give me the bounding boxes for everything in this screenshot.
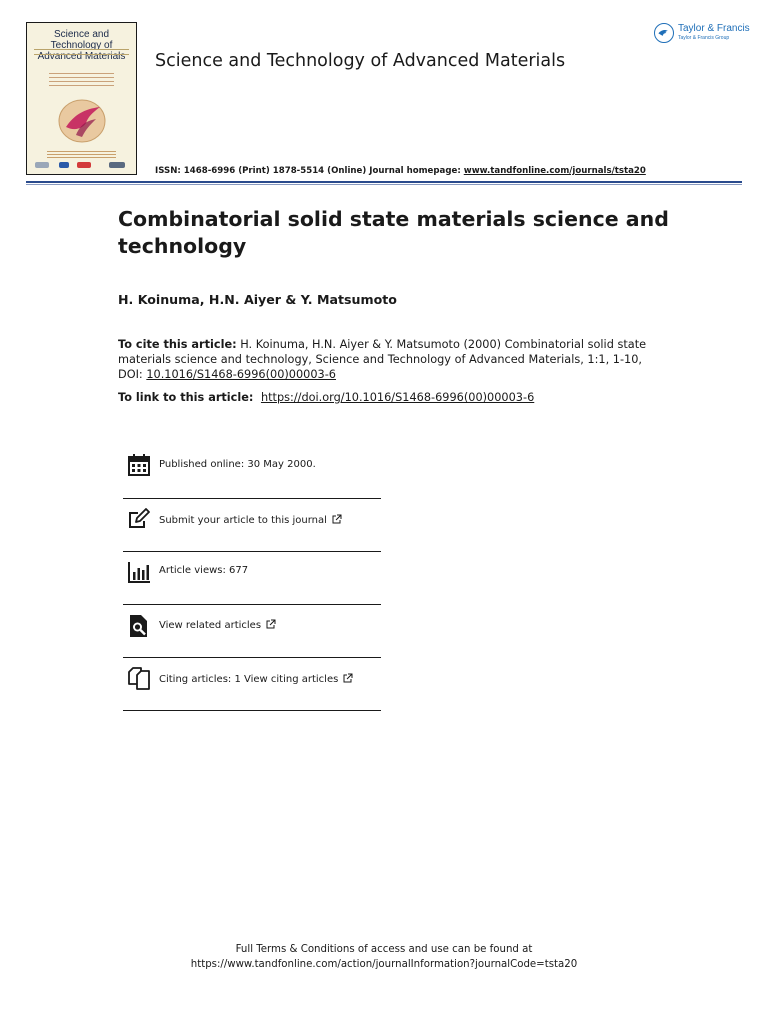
views-text: Article views: 677 bbox=[159, 565, 249, 576]
copy-documents-icon bbox=[127, 666, 151, 690]
citing-text[interactable] bbox=[159, 673, 353, 685]
external-link-icon bbox=[343, 673, 353, 683]
submit-text[interactable] bbox=[159, 514, 342, 526]
article-doi-link[interactable]: https://doi.org/10.1016/S1468-6996(00)00003-6 bbox=[260, 391, 535, 404]
related-text[interactable] bbox=[159, 619, 276, 631]
header-rule bbox=[26, 181, 742, 183]
publisher-logo[interactable] bbox=[654, 21, 750, 47]
cite-text: H. Koinuma, H.N. Aiyer & Y. Matsumoto (2000) Combinatorial solid state materials science and technology, Science and Technology of Advanced Materials, 1:1, 1-10, DOI: bbox=[118, 338, 647, 381]
footer-line-1: Full Terms & Conditions of access and use can be found at bbox=[235, 944, 533, 955]
bar-chart-icon bbox=[127, 560, 151, 584]
cover-text-lines bbox=[49, 73, 114, 89]
issn-line bbox=[155, 166, 646, 176]
cover-text-lines-lower bbox=[47, 151, 116, 160]
related-label: View related articles bbox=[159, 620, 262, 631]
info-related[interactable] bbox=[123, 605, 381, 658]
citing-label: Citing articles: 1 View citing articles bbox=[159, 674, 339, 685]
cover-artwork bbox=[56, 95, 108, 147]
header-rule-thin bbox=[26, 184, 742, 185]
article-authors: H. Koinuma, H.N. Aiyer & Y. Matsumoto bbox=[118, 292, 397, 307]
journal-cover-thumbnail bbox=[26, 22, 137, 175]
link-label: To link to this article: bbox=[118, 391, 258, 404]
external-link-icon bbox=[332, 514, 342, 524]
issn-text: ISSN: 1468-6996 (Print) 1878-5514 (Online) Journal homepage: bbox=[155, 166, 464, 176]
edit-icon bbox=[127, 507, 151, 531]
search-document-icon bbox=[127, 614, 151, 638]
cover-publisher-logos bbox=[33, 162, 130, 170]
submit-label: Submit your article to this journal bbox=[159, 515, 327, 526]
citation-block bbox=[118, 337, 648, 382]
info-submit[interactable] bbox=[123, 499, 381, 552]
article-info-list bbox=[123, 446, 381, 711]
info-views bbox=[123, 552, 381, 605]
publisher-group: Taylor & Francis Group bbox=[678, 35, 730, 41]
info-citing[interactable] bbox=[123, 658, 381, 711]
cover-band bbox=[34, 49, 129, 55]
cite-label: To cite this article: bbox=[118, 338, 237, 351]
footer-terms-link[interactable]: https://www.tandfonline.com/action/journalInformation?journalCode=tsta20 bbox=[190, 959, 578, 970]
article-title: Combinatorial solid state materials science and technology bbox=[118, 207, 669, 258]
published-text: Published online: 30 May 2000. bbox=[159, 459, 316, 470]
publisher-name: Taylor & Francis bbox=[678, 23, 750, 34]
article-link-line bbox=[118, 391, 534, 404]
cover-title: Science and Technology of Advanced Materials bbox=[37, 29, 126, 62]
footer-terms bbox=[0, 942, 768, 972]
publisher-logo-icon bbox=[654, 23, 674, 43]
journal-homepage-link[interactable]: www.tandfonline.com/journals/tsta20 bbox=[463, 166, 646, 176]
journal-title: Science and Technology of Advanced Materials bbox=[155, 51, 566, 71]
info-published bbox=[123, 446, 381, 499]
external-link-icon bbox=[266, 619, 276, 629]
calendar-icon bbox=[127, 453, 151, 477]
cite-doi-link[interactable]: 10.1016/S1468-6996(00)00003-6 bbox=[146, 368, 336, 381]
